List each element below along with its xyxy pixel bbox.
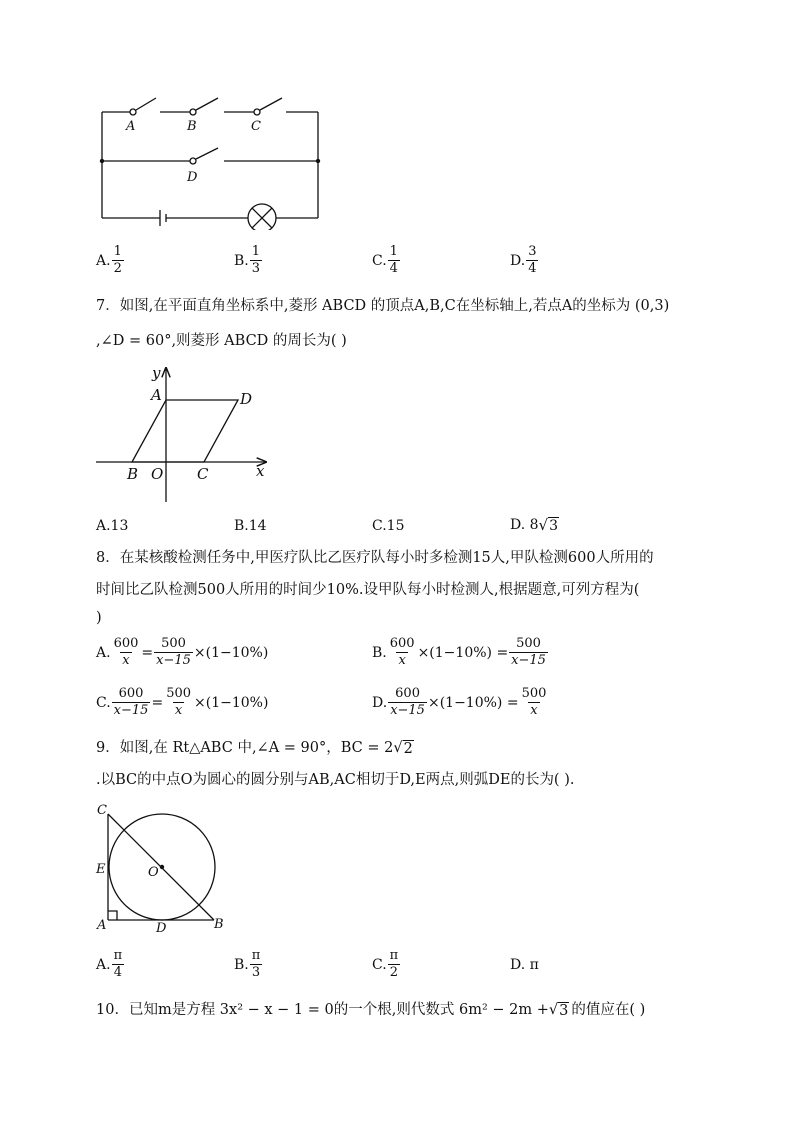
point-label-c: C bbox=[197, 465, 209, 483]
fraction: $\frac{500}{x}$ bbox=[521, 686, 547, 718]
label-d: D bbox=[187, 170, 198, 185]
switch-d-pivot bbox=[190, 158, 196, 164]
axis-label-x: x bbox=[256, 462, 265, 480]
fraction: $\frac{1}{2}$ bbox=[113, 244, 122, 276]
q9-stem-line2: .以BC的中点O为圆心的圆分别与AB,AC相切于D,E两点,则弧DE的长为( ). bbox=[96, 772, 575, 788]
point-label-b: B bbox=[127, 465, 139, 483]
sqrt-sign: √ bbox=[393, 740, 403, 756]
circuit-figure bbox=[90, 90, 330, 230]
point-label-d: D bbox=[156, 921, 167, 936]
q8-option-d: D. $\frac{600}{x-15}$ ×(1−10%) = $\frac{500}{x}$ bbox=[372, 686, 547, 718]
junction-left bbox=[100, 159, 104, 163]
point-label-o: O bbox=[148, 865, 159, 880]
switch-d-blade bbox=[196, 148, 218, 159]
q8-option-a: A. $\frac{600}{x}$ = $\frac{500}{x-15}$ ×(1−10%) bbox=[96, 636, 269, 668]
q7-option-d: D. 8 √ 3 bbox=[510, 516, 559, 534]
sqrt-sign: √ bbox=[538, 516, 549, 534]
sqrt-sign: √ bbox=[548, 1002, 559, 1018]
q8-option-b: B. $\frac{600}{x}$ ×(1−10%) = $\frac{500}{x-15}$ bbox=[372, 636, 546, 668]
fraction: $\frac{500}{x}$ bbox=[166, 686, 192, 718]
q6-option-d: D. $\frac{3}{4}$ bbox=[510, 244, 537, 276]
q7-option-c: C.15 bbox=[372, 518, 405, 534]
q9-option-b: B. $\frac{\pi}{3}$ bbox=[234, 948, 261, 980]
junction-right bbox=[316, 159, 320, 163]
label-c: C bbox=[251, 119, 261, 134]
fraction: $\frac{500}{x-15}$ bbox=[156, 636, 191, 668]
fraction: $\frac{\pi}{4}$ bbox=[113, 948, 123, 980]
q9-stem-line1: 9．如图,在 Rt△ABC 中,∠A = 90°，BC = 2 √ 2 bbox=[96, 740, 413, 757]
fraction: $\frac{600}{x}$ bbox=[389, 636, 415, 668]
switch-c-pivot bbox=[254, 109, 260, 115]
q6-option-a: A. $\frac{1}{2}$ bbox=[96, 244, 122, 276]
fraction: $\frac{1}{3}$ bbox=[251, 244, 261, 276]
rhombus-abcd bbox=[132, 400, 238, 462]
point-label-d: D bbox=[240, 390, 253, 408]
fraction: $\frac{3}{4}$ bbox=[528, 244, 537, 276]
q7-stem-line2: ,∠D = 60°,则菱形 ABCD 的周长为( ) bbox=[96, 333, 347, 349]
q9-option-c: C. $\frac{\pi}{2}$ bbox=[372, 948, 399, 980]
circle-triangle-figure bbox=[90, 798, 240, 936]
right-angle-mark bbox=[108, 911, 117, 920]
rhombus-figure bbox=[90, 360, 280, 505]
fraction: $\frac{500}{x-15}$ bbox=[511, 636, 546, 668]
fraction: $\frac{600}{x-15}$ bbox=[390, 686, 425, 718]
q8-stem-line2: 时间比乙队检测500人所用的时间少10%.设甲队每小时检测人,根据题意,可列方程为( bbox=[96, 582, 640, 598]
axis-label-y: y bbox=[152, 364, 161, 382]
q6-option-b: B. $\frac{1}{3}$ bbox=[234, 244, 261, 276]
fraction: $\frac{\pi}{2}$ bbox=[389, 948, 399, 980]
q7-option-b: B.14 bbox=[234, 518, 267, 534]
point-label-a: A bbox=[97, 918, 107, 933]
q8-option-c: C. $\frac{600}{x-15}$ = $\frac{500}{x}$ ×(1−10%) bbox=[96, 686, 269, 718]
q9-option-d: D. π bbox=[510, 957, 539, 973]
q8-stem-line3: ) bbox=[96, 610, 102, 626]
point-label-a: A bbox=[151, 386, 162, 404]
switch-b-pivot bbox=[190, 109, 196, 115]
q7-stem-line1: 7．如图,在平面直角坐标系中,菱形 ABCD 的顶点A,B,C在坐标轴上,若点A的坐标为 (0,3) bbox=[96, 298, 670, 314]
q6-option-c: C. $\frac{1}{4}$ bbox=[372, 244, 398, 276]
point-label-b: B bbox=[214, 917, 224, 932]
switch-a-pivot bbox=[130, 109, 136, 115]
point-label-c: C bbox=[97, 803, 107, 818]
label-b: B bbox=[187, 119, 197, 134]
switch-a-blade bbox=[136, 98, 156, 110]
q9-option-a: A. $\frac{\pi}{4}$ bbox=[96, 948, 123, 980]
point-label-o: O bbox=[151, 465, 164, 483]
fraction: $\frac{600}{x}$ bbox=[113, 636, 139, 668]
q8-stem-line1: 8．在某核酸检测任务中,甲医疗队比乙医疗队每小时多检测15人,甲队检测600人所用的 bbox=[96, 550, 654, 566]
label-a: A bbox=[126, 119, 136, 134]
fraction: $\frac{\pi}{3}$ bbox=[251, 948, 261, 980]
switch-b-blade bbox=[196, 98, 218, 110]
point-label-e: E bbox=[96, 862, 106, 877]
q10-stem-line1: 10．已知m是方程 3x² − x − 1 = 0的一个根,则代数式 6m² − 2m + √ 3 的值应在( ) bbox=[96, 1002, 646, 1019]
switch-c-blade bbox=[260, 98, 282, 110]
fraction: $\frac{600}{x-15}$ bbox=[113, 686, 149, 718]
center-point bbox=[160, 865, 164, 869]
q7-option-a: A.13 bbox=[96, 518, 129, 534]
fraction: $\frac{1}{4}$ bbox=[389, 244, 398, 276]
